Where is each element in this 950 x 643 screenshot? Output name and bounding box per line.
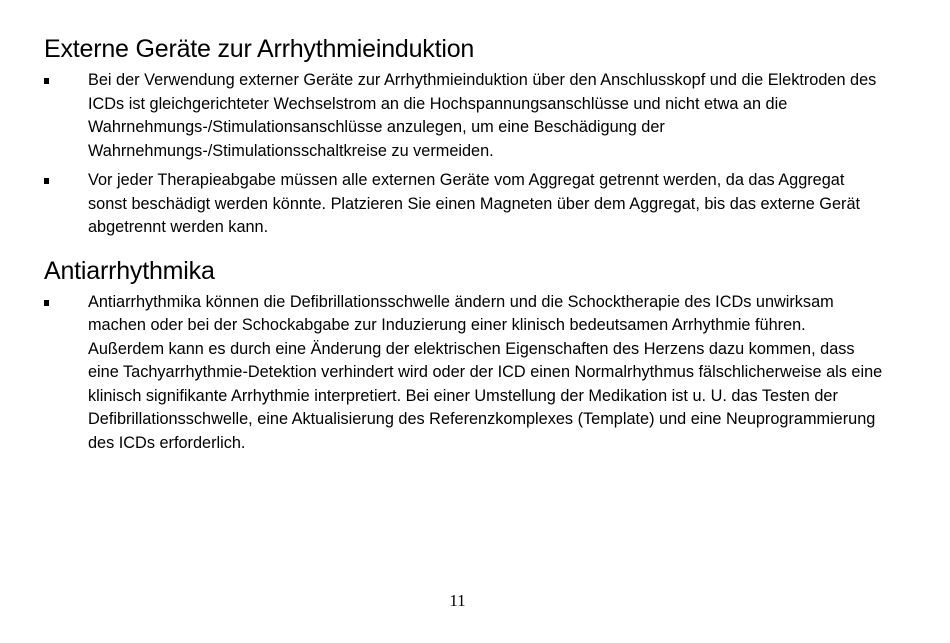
section-external-devices — [44, 34, 884, 240]
document-page — [44, 34, 884, 461]
bullet-icon — [44, 78, 49, 84]
list-item — [44, 69, 884, 163]
list-item-text: Bei der Verwendung externer Geräte zur Arrhythmieinduktion über den Anschlusskopf und die Elektroden des ICDs ist gleichgerichteter Wechselstrom an die Hochspannungsanschlüsse und nicht etwa an die Wahrnehmungs-/Stimulationsanschlüsse anzulegen, um eine Beschädigung der Wahrnehmungs-/Stimulationsschaltkreise zu vermeiden. — [88, 71, 877, 160]
bullet-icon — [44, 178, 49, 184]
bullet-list — [44, 69, 884, 240]
section-heading: Externe Geräte zur Arrhythmieinduktion — [44, 35, 475, 63]
list-item-text: Antiarrhythmika können die Defibrillationsschwelle ändern und die Schocktherapie des ICDs unwirksam machen oder bei der Schockabgabe zur Induzierung einer klinisch bedeutsamen Arrhythmie führen. Außerdem kann es durch eine Änderung der elektrischen Eigenschaften des Herzens dazu kommen, dass eine Tachyarrhythmie-Detektion verhindert wird oder der ICD einen Normalrhythmus fälschlicherweise als eine klinisch signifikante Arrhythmie interpretiert. Bei einer Umstellung der Medikation ist u. U. das Testen der Defibrillationsschwelle, eine Aktualisierung des Referenzkomplexes (Template) und eine Neuprogrammierung des ICDs erforderlich. — [88, 292, 883, 452]
list-item — [44, 169, 884, 240]
bullet-list — [44, 291, 884, 456]
page-number: 11 — [449, 591, 466, 610]
list-item-text: Vor jeder Therapieabgabe müssen alle externen Geräte vom Aggregat getrennt werden, da das Aggregat sonst beschädigt werden könnte. Platzieren Sie einen Magneten über dem Aggregat, bis das externe Gerät abgetrennt werden kann. — [88, 171, 861, 236]
list-item — [44, 291, 884, 456]
section-antiarrhythmics — [44, 256, 884, 456]
section-heading: Antiarrhythmika — [44, 256, 215, 285]
bullet-icon — [44, 300, 49, 306]
